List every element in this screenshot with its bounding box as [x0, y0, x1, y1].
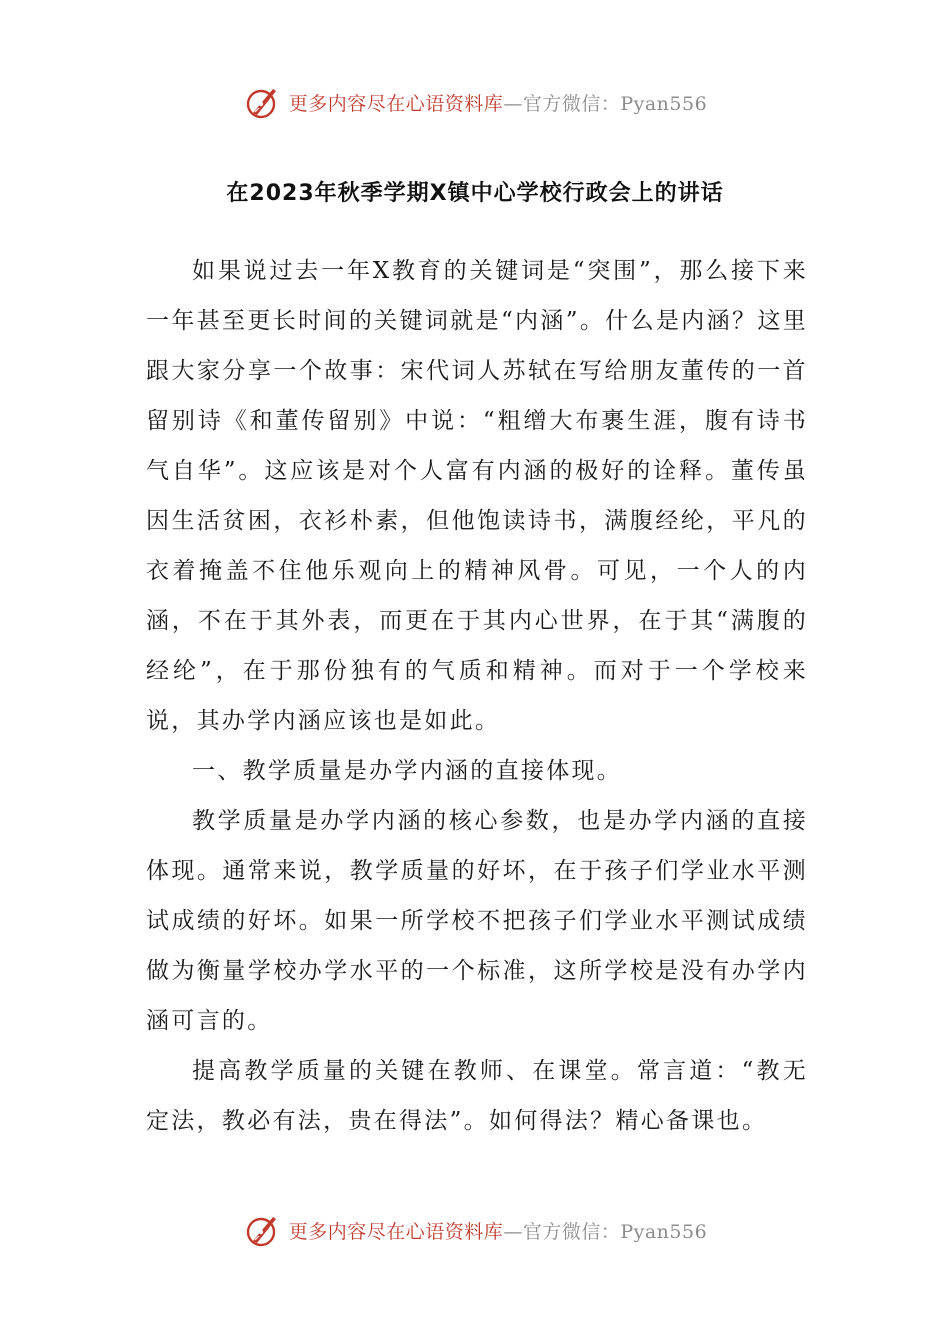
- watermark-separator: —: [503, 1220, 523, 1243]
- quill-pen-circle-icon: [243, 82, 283, 122]
- watermark-text: [289, 89, 707, 116]
- document-title: 在2023年秋季学期X镇中心学校行政会上的讲话: [226, 181, 724, 206]
- paragraph-intro: 如果说过去一年X教育的关键词是“突围”，那么接下来一年甚至更长时间的关键词就是“内涵”。什么是内涵？这里跟大家分享一个故事：宋代词人苏轼在写给朋友董传的一首留别诗《和董传留别》中说：“粗缯大布裹生涯，腹有诗书气自华”。这应该是对个人富有内涵的极好的诠释。董传虽因生活贫困，衣衫朴素，但他饱读诗书，满腹经纶，平凡的衣着掩盖不住他乐观向上的精神风骨。可见，一个人的内涵，不在于其外表，而更在于其内心世界，在于其“满腹的经纶”，在于那份独有的气质和精神。而对于一个学校来说，其办学内涵应该也是如此。: [146, 258, 808, 734]
- paragraph-key-to-quality: 提高教学质量的关键在教师、在课堂。常言道：“教无定法，教必有法，贵在得法”。如何得法？精心备课也。: [146, 1058, 808, 1134]
- document-body: [146, 246, 808, 1146]
- watermark-brand: 更多内容尽在心语资料库: [288, 92, 504, 115]
- watermark-separator: —: [503, 92, 523, 115]
- watermark-text: [289, 1217, 707, 1244]
- watermark-footer: [0, 1208, 950, 1252]
- paragraph-teaching-quality: 教学质量是办学内涵的核心参数，也是办学内涵的直接体现。通常来说，教学质量的好坏，在于孩子们学业水平测试成绩的好坏。如果一所学校不把孩子们学业水平测试成绩做为衡量学校办学水平的一个标准，这所学校是没有办学内涵可言的。: [146, 808, 808, 1034]
- quill-pen-circle-icon: [243, 1210, 283, 1250]
- watermark-header: [0, 80, 950, 124]
- watermark-brand: 更多内容尽在心语资料库: [288, 1220, 504, 1243]
- watermark-wechat-id: Pyan556: [620, 1220, 708, 1243]
- watermark-wechat-id: Pyan556: [620, 92, 708, 115]
- watermark-official-label: 官方微信：: [522, 1220, 621, 1243]
- section-heading-1: 一、教学质量是办学内涵的直接体现。: [192, 758, 623, 784]
- watermark-official-label: 官方微信：: [522, 92, 621, 115]
